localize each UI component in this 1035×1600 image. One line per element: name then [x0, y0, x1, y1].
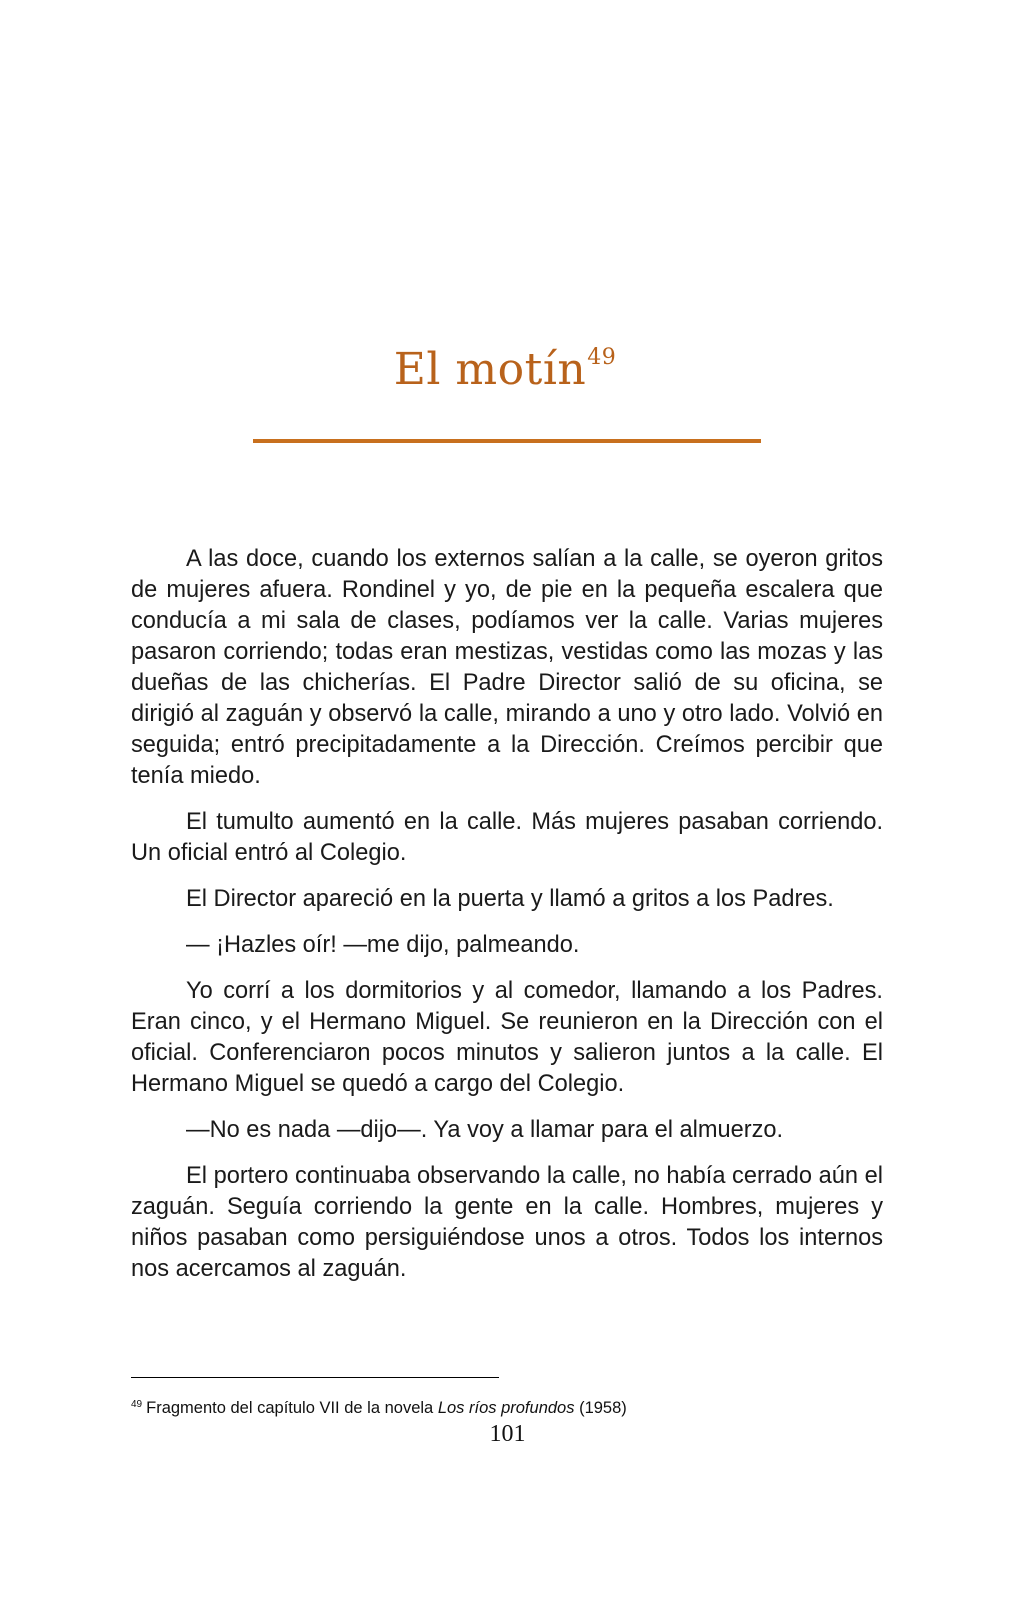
- paragraph: El portero continuaba observando la calle, no había cerrado aún el zaguán. Seguía corriendo la gente en la calle. Hombres, mujeres y niños pasaban como persiguiéndose unos a otros. Todos los internos nos acercamos al zaguán.: [131, 1163, 883, 1282]
- paragraph: El Director apareció en la puerta y llamó a gritos a los Padres.: [186, 886, 834, 912]
- footnote-text-after: (1958): [574, 1399, 627, 1417]
- chapter-title: [0, 328, 1010, 400]
- footnote-text-before: Fragmento del capítulo VII de la novela: [146, 1399, 438, 1417]
- footnote-separator: [131, 1377, 499, 1378]
- chapter-body: [131, 544, 883, 1300]
- footnote-number: 49: [131, 1399, 143, 1410]
- footnote: [131, 1393, 891, 1420]
- chapter-title-text: El motín: [393, 344, 587, 395]
- paragraph: Yo corrí a los dormitorios y al comedor, llamando a los Padres. Eran cinco, y el Hermano Miguel. Se reunieron en la Dirección con el oficial. Conferenciaron pocos minutos y salieron juntos a la calle. El Hermano Miguel se quedó a cargo del Colegio.: [131, 978, 883, 1097]
- title-underline: [253, 439, 761, 443]
- footnote-reference[interactable]: 49: [587, 345, 617, 370]
- paragraph: — ¡Hazles oír! —me dijo, palmeando.: [186, 932, 580, 958]
- page-number: 101: [489, 1421, 526, 1447]
- paragraph: El tumulto aumentó en la calle. Más mujeres pasaban corriendo. Un oficial entró al Colegio.: [131, 809, 883, 866]
- footnote-book-title: Los ríos profundos: [437, 1399, 575, 1417]
- paragraph: —No es nada —dijo—. Ya voy a llamar para el almuerzo.: [186, 1117, 784, 1143]
- paragraph: A las doce, cuando los externos salían a la calle, se oyeron gritos de mujeres afuera. Rondinel y yo, de pie en la pequeña escalera que conducía a mi sala de clases, podíamos ver la calle. Varias mujeres pasaron corriendo; todas eran mestizas, vestidas como las mozas y las dueñas de las chicherías. El Padre Director salió de su oficina, se dirigió al zaguán y observó la calle, mirando a uno y otro lado. Volvió en seguida; entró precipitadamente a la Dirección. Creímos percibir que tenía miedo.: [131, 546, 883, 789]
